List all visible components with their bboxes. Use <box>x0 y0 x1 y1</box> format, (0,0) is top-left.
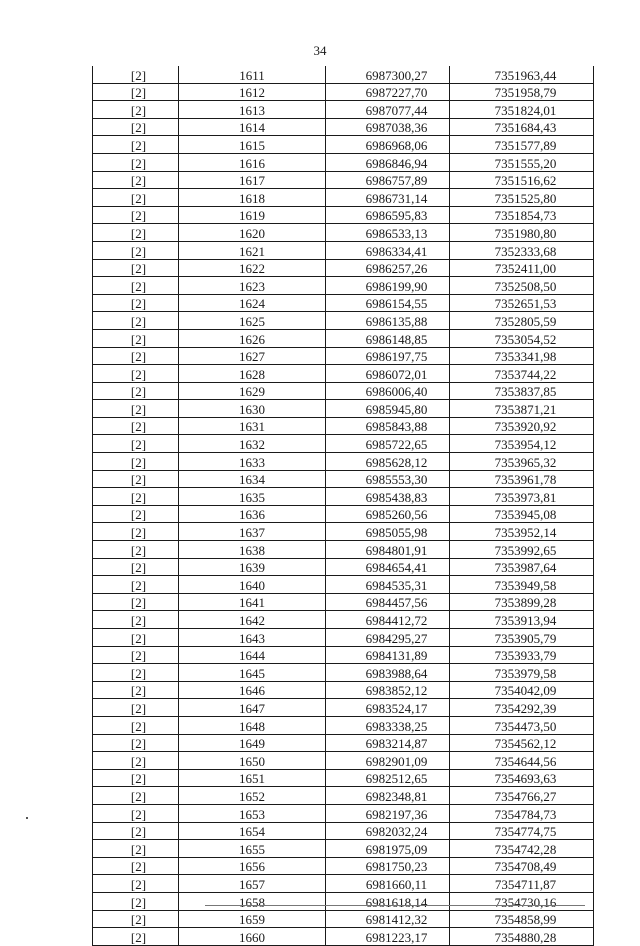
x-coordinate-cell: 6986006,40 <box>326 382 450 400</box>
x-coordinate-cell: 6986257,26 <box>326 259 450 277</box>
y-coordinate-cell: 7353899,28 <box>450 593 594 611</box>
x-coordinate-cell: 6986072,01 <box>326 365 450 383</box>
table-row <box>93 804 594 822</box>
y-coordinate-cell: 7353920,92 <box>450 417 594 435</box>
y-coordinate-cell: 7354784,73 <box>450 804 594 822</box>
x-coordinate-cell: 6984457,56 <box>326 593 450 611</box>
y-coordinate-cell: 7354730,16 <box>450 892 594 910</box>
table-row <box>93 857 594 875</box>
y-coordinate-cell: 7353871,21 <box>450 400 594 418</box>
point-number-cell: 1632 <box>179 435 326 453</box>
y-coordinate-cell: 7354708,49 <box>450 857 594 875</box>
x-coordinate-cell: 6986148,85 <box>326 329 450 347</box>
table-row <box>93 681 594 699</box>
table-row <box>93 505 594 523</box>
reference-cell: [2] <box>93 470 179 488</box>
y-coordinate-cell: 7351577,89 <box>450 136 594 154</box>
y-coordinate-cell: 7353992,65 <box>450 541 594 559</box>
reference-cell: [2] <box>93 505 179 523</box>
reference-cell: [2] <box>93 329 179 347</box>
y-coordinate-cell: 7352508,50 <box>450 277 594 295</box>
table-row <box>93 294 594 312</box>
x-coordinate-cell: 6981618,14 <box>326 892 450 910</box>
y-coordinate-cell: 7354766,27 <box>450 787 594 805</box>
table-row <box>93 787 594 805</box>
reference-cell: [2] <box>93 664 179 682</box>
x-coordinate-cell: 6982032,24 <box>326 822 450 840</box>
x-coordinate-cell: 6986731,14 <box>326 189 450 207</box>
point-number-cell: 1649 <box>179 734 326 752</box>
reference-cell: [2] <box>93 294 179 312</box>
reference-cell: [2] <box>93 629 179 647</box>
point-number-cell: 1657 <box>179 875 326 893</box>
y-coordinate-cell: 7353965,32 <box>450 453 594 471</box>
y-coordinate-cell: 7353961,78 <box>450 470 594 488</box>
x-coordinate-cell: 6983988,64 <box>326 664 450 682</box>
reference-cell: [2] <box>93 206 179 224</box>
table-row <box>93 646 594 664</box>
reference-cell: [2] <box>93 417 179 435</box>
table-row <box>93 171 594 189</box>
point-number-cell: 1626 <box>179 329 326 347</box>
y-coordinate-cell: 7353954,12 <box>450 435 594 453</box>
point-number-cell: 1619 <box>179 206 326 224</box>
table-row <box>93 875 594 893</box>
y-coordinate-cell: 7354880,28 <box>450 928 594 946</box>
point-number-cell: 1616 <box>179 153 326 171</box>
table-row <box>93 224 594 242</box>
x-coordinate-cell: 6986199,90 <box>326 277 450 295</box>
table-row <box>93 523 594 541</box>
x-coordinate-cell: 6984412,72 <box>326 611 450 629</box>
reference-cell: [2] <box>93 241 179 259</box>
page-number: 34 <box>313 43 327 58</box>
point-number-cell: 1651 <box>179 769 326 787</box>
margin-speck <box>26 817 28 819</box>
reference-cell: [2] <box>93 435 179 453</box>
point-number-cell: 1644 <box>179 646 326 664</box>
x-coordinate-cell: 6986968,06 <box>326 136 450 154</box>
point-number-cell: 1629 <box>179 382 326 400</box>
y-coordinate-cell: 7353837,85 <box>450 382 594 400</box>
table-row <box>93 910 594 928</box>
reference-cell: [2] <box>93 312 179 330</box>
point-number-cell: 1634 <box>179 470 326 488</box>
point-number-cell: 1639 <box>179 558 326 576</box>
point-number-cell: 1653 <box>179 804 326 822</box>
x-coordinate-cell: 6986595,83 <box>326 206 450 224</box>
table-row <box>93 277 594 295</box>
reference-cell: [2] <box>93 277 179 295</box>
table-row <box>93 136 594 154</box>
reference-cell: [2] <box>93 171 179 189</box>
table-row <box>93 189 594 207</box>
reference-cell: [2] <box>93 681 179 699</box>
reference-cell: [2] <box>93 453 179 471</box>
reference-cell: [2] <box>93 541 179 559</box>
reference-cell: [2] <box>93 365 179 383</box>
x-coordinate-cell: 6982512,65 <box>326 769 450 787</box>
x-coordinate-cell: 6985553,30 <box>326 470 450 488</box>
point-number-cell: 1637 <box>179 523 326 541</box>
y-coordinate-cell: 7354473,50 <box>450 716 594 734</box>
y-coordinate-cell: 7351824,01 <box>450 101 594 119</box>
reference-cell: [2] <box>93 558 179 576</box>
x-coordinate-cell: 6983524,17 <box>326 699 450 717</box>
point-number-cell: 1660 <box>179 928 326 946</box>
x-coordinate-cell: 6987227,70 <box>326 83 450 101</box>
x-coordinate-cell: 6981975,09 <box>326 840 450 858</box>
reference-cell: [2] <box>93 699 179 717</box>
x-coordinate-cell: 6986197,75 <box>326 347 450 365</box>
y-coordinate-cell: 7352651,53 <box>450 294 594 312</box>
reference-cell: [2] <box>93 716 179 734</box>
x-coordinate-cell: 6985628,12 <box>326 453 450 471</box>
y-coordinate-cell: 7351963,44 <box>450 66 594 83</box>
point-number-cell: 1656 <box>179 857 326 875</box>
x-coordinate-cell: 6981660,11 <box>326 875 450 893</box>
table-row <box>93 118 594 136</box>
reference-cell: [2] <box>93 734 179 752</box>
x-coordinate-cell: 6983214,87 <box>326 734 450 752</box>
table-row <box>93 892 594 910</box>
y-coordinate-cell: 7354562,12 <box>450 734 594 752</box>
y-coordinate-cell: 7352333,68 <box>450 241 594 259</box>
point-number-cell: 1659 <box>179 910 326 928</box>
table-row <box>93 664 594 682</box>
y-coordinate-cell: 7353913,94 <box>450 611 594 629</box>
reference-cell: [2] <box>93 153 179 171</box>
reference-cell: [2] <box>93 928 179 946</box>
x-coordinate-cell: 6984801,91 <box>326 541 450 559</box>
y-coordinate-cell: 7351958,79 <box>450 83 594 101</box>
point-number-cell: 1630 <box>179 400 326 418</box>
table-row <box>93 734 594 752</box>
reference-cell: [2] <box>93 224 179 242</box>
x-coordinate-cell: 6983338,25 <box>326 716 450 734</box>
x-coordinate-cell: 6985722,65 <box>326 435 450 453</box>
point-number-cell: 1611 <box>179 66 326 83</box>
point-number-cell: 1636 <box>179 505 326 523</box>
table-row <box>93 365 594 383</box>
y-coordinate-cell: 7354693,63 <box>450 769 594 787</box>
y-coordinate-cell: 7353905,79 <box>450 629 594 647</box>
y-coordinate-cell: 7351854,73 <box>450 206 594 224</box>
table-row <box>93 593 594 611</box>
table-row <box>93 928 594 946</box>
y-coordinate-cell: 7354711,87 <box>450 875 594 893</box>
y-coordinate-cell: 7353054,52 <box>450 329 594 347</box>
x-coordinate-cell: 6986533,13 <box>326 224 450 242</box>
reference-cell: [2] <box>93 611 179 629</box>
table-row <box>93 312 594 330</box>
point-number-cell: 1643 <box>179 629 326 647</box>
point-number-cell: 1650 <box>179 752 326 770</box>
x-coordinate-cell: 6986846,94 <box>326 153 450 171</box>
y-coordinate-cell: 7353744,22 <box>450 365 594 383</box>
reference-cell: [2] <box>93 382 179 400</box>
point-number-cell: 1625 <box>179 312 326 330</box>
reference-cell: [2] <box>93 787 179 805</box>
point-number-cell: 1655 <box>179 840 326 858</box>
x-coordinate-cell: 6984131,89 <box>326 646 450 664</box>
point-number-cell: 1615 <box>179 136 326 154</box>
point-number-cell: 1624 <box>179 294 326 312</box>
x-coordinate-cell: 6985843,88 <box>326 417 450 435</box>
table-row <box>93 66 594 83</box>
reference-cell: [2] <box>93 101 179 119</box>
point-number-cell: 1645 <box>179 664 326 682</box>
x-coordinate-cell: 6981750,23 <box>326 857 450 875</box>
table-row <box>93 822 594 840</box>
table-row <box>93 769 594 787</box>
reference-cell: [2] <box>93 593 179 611</box>
point-number-cell: 1642 <box>179 611 326 629</box>
table-row <box>93 629 594 647</box>
point-number-cell: 1621 <box>179 241 326 259</box>
y-coordinate-cell: 7353933,79 <box>450 646 594 664</box>
reference-cell: [2] <box>93 66 179 83</box>
x-coordinate-cell: 6984535,31 <box>326 576 450 594</box>
table-row <box>93 699 594 717</box>
y-coordinate-cell: 7354644,56 <box>450 752 594 770</box>
y-coordinate-cell: 7351684,43 <box>450 118 594 136</box>
x-coordinate-cell: 6984295,27 <box>326 629 450 647</box>
y-coordinate-cell: 7352805,59 <box>450 312 594 330</box>
x-coordinate-cell: 6982348,81 <box>326 787 450 805</box>
x-coordinate-cell: 6987038,36 <box>326 118 450 136</box>
point-number-cell: 1633 <box>179 453 326 471</box>
x-coordinate-cell: 6981223,17 <box>326 928 450 946</box>
y-coordinate-cell: 7353973,81 <box>450 488 594 506</box>
table-row <box>93 400 594 418</box>
point-number-cell: 1652 <box>179 787 326 805</box>
y-coordinate-cell: 7351555,20 <box>450 153 594 171</box>
x-coordinate-cell: 6985055,98 <box>326 523 450 541</box>
y-coordinate-cell: 7354742,28 <box>450 840 594 858</box>
table-row <box>93 840 594 858</box>
x-coordinate-cell: 6987300,27 <box>326 66 450 83</box>
x-coordinate-cell: 6984654,41 <box>326 558 450 576</box>
point-number-cell: 1638 <box>179 541 326 559</box>
reference-cell: [2] <box>93 752 179 770</box>
point-number-cell: 1631 <box>179 417 326 435</box>
reference-cell: [2] <box>93 769 179 787</box>
reference-cell: [2] <box>93 804 179 822</box>
table-row <box>93 83 594 101</box>
point-number-cell: 1648 <box>179 716 326 734</box>
table-row <box>93 241 594 259</box>
reference-cell: [2] <box>93 875 179 893</box>
y-coordinate-cell: 7351525,80 <box>450 189 594 207</box>
x-coordinate-cell: 6982197,36 <box>326 804 450 822</box>
table-row <box>93 101 594 119</box>
y-coordinate-cell: 7353979,58 <box>450 664 594 682</box>
point-number-cell: 1641 <box>179 593 326 611</box>
y-coordinate-cell: 7353945,08 <box>450 505 594 523</box>
y-coordinate-cell: 7352411,00 <box>450 259 594 277</box>
table-row <box>93 329 594 347</box>
x-coordinate-cell: 6981412,32 <box>326 910 450 928</box>
reference-cell: [2] <box>93 646 179 664</box>
table-row <box>93 470 594 488</box>
point-number-cell: 1628 <box>179 365 326 383</box>
point-number-cell: 1647 <box>179 699 326 717</box>
table-row <box>93 417 594 435</box>
point-number-cell: 1612 <box>179 83 326 101</box>
table-row <box>93 259 594 277</box>
x-coordinate-cell: 6986334,41 <box>326 241 450 259</box>
point-number-cell: 1613 <box>179 101 326 119</box>
reference-cell: [2] <box>93 347 179 365</box>
reference-cell: [2] <box>93 400 179 418</box>
y-coordinate-cell: 7353341,98 <box>450 347 594 365</box>
table-row <box>93 716 594 734</box>
reference-cell: [2] <box>93 910 179 928</box>
reference-cell: [2] <box>93 857 179 875</box>
x-coordinate-cell: 6987077,44 <box>326 101 450 119</box>
point-number-cell: 1620 <box>179 224 326 242</box>
bottom-rule <box>205 905 585 906</box>
point-number-cell: 1627 <box>179 347 326 365</box>
table-row <box>93 206 594 224</box>
point-number-cell: 1614 <box>179 118 326 136</box>
y-coordinate-cell: 7354292,39 <box>450 699 594 717</box>
coordinates-table <box>92 66 594 946</box>
y-coordinate-cell: 7354858,99 <box>450 910 594 928</box>
table-row <box>93 347 594 365</box>
reference-cell: [2] <box>93 822 179 840</box>
table-row <box>93 453 594 471</box>
y-coordinate-cell: 7351980,80 <box>450 224 594 242</box>
x-coordinate-cell: 6983852,12 <box>326 681 450 699</box>
x-coordinate-cell: 6986757,89 <box>326 171 450 189</box>
y-coordinate-cell: 7353987,64 <box>450 558 594 576</box>
x-coordinate-cell: 6985945,80 <box>326 400 450 418</box>
reference-cell: [2] <box>93 83 179 101</box>
table-row <box>93 435 594 453</box>
y-coordinate-cell: 7353949,58 <box>450 576 594 594</box>
reference-cell: [2] <box>93 840 179 858</box>
reference-cell: [2] <box>93 118 179 136</box>
point-number-cell: 1658 <box>179 892 326 910</box>
point-number-cell: 1635 <box>179 488 326 506</box>
reference-cell: [2] <box>93 892 179 910</box>
point-number-cell: 1654 <box>179 822 326 840</box>
table-row <box>93 752 594 770</box>
point-number-cell: 1618 <box>179 189 326 207</box>
table-row <box>93 611 594 629</box>
table-row <box>93 541 594 559</box>
table-row <box>93 488 594 506</box>
reference-cell: [2] <box>93 259 179 277</box>
point-number-cell: 1640 <box>179 576 326 594</box>
point-number-cell: 1646 <box>179 681 326 699</box>
point-number-cell: 1617 <box>179 171 326 189</box>
point-number-cell: 1622 <box>179 259 326 277</box>
table-row <box>93 576 594 594</box>
point-number-cell: 1623 <box>179 277 326 295</box>
reference-cell: [2] <box>93 523 179 541</box>
table-row <box>93 558 594 576</box>
table-row <box>93 153 594 171</box>
reference-cell: [2] <box>93 488 179 506</box>
table-row <box>93 382 594 400</box>
reference-cell: [2] <box>93 576 179 594</box>
y-coordinate-cell: 7351516,62 <box>450 171 594 189</box>
y-coordinate-cell: 7353952,14 <box>450 523 594 541</box>
reference-cell: [2] <box>93 136 179 154</box>
x-coordinate-cell: 6986154,55 <box>326 294 450 312</box>
x-coordinate-cell: 6985260,56 <box>326 505 450 523</box>
coordinates-table-body <box>93 66 594 945</box>
y-coordinate-cell: 7354042,09 <box>450 681 594 699</box>
y-coordinate-cell: 7354774,75 <box>450 822 594 840</box>
x-coordinate-cell: 6982901,09 <box>326 752 450 770</box>
reference-cell: [2] <box>93 189 179 207</box>
x-coordinate-cell: 6986135,88 <box>326 312 450 330</box>
x-coordinate-cell: 6985438,83 <box>326 488 450 506</box>
